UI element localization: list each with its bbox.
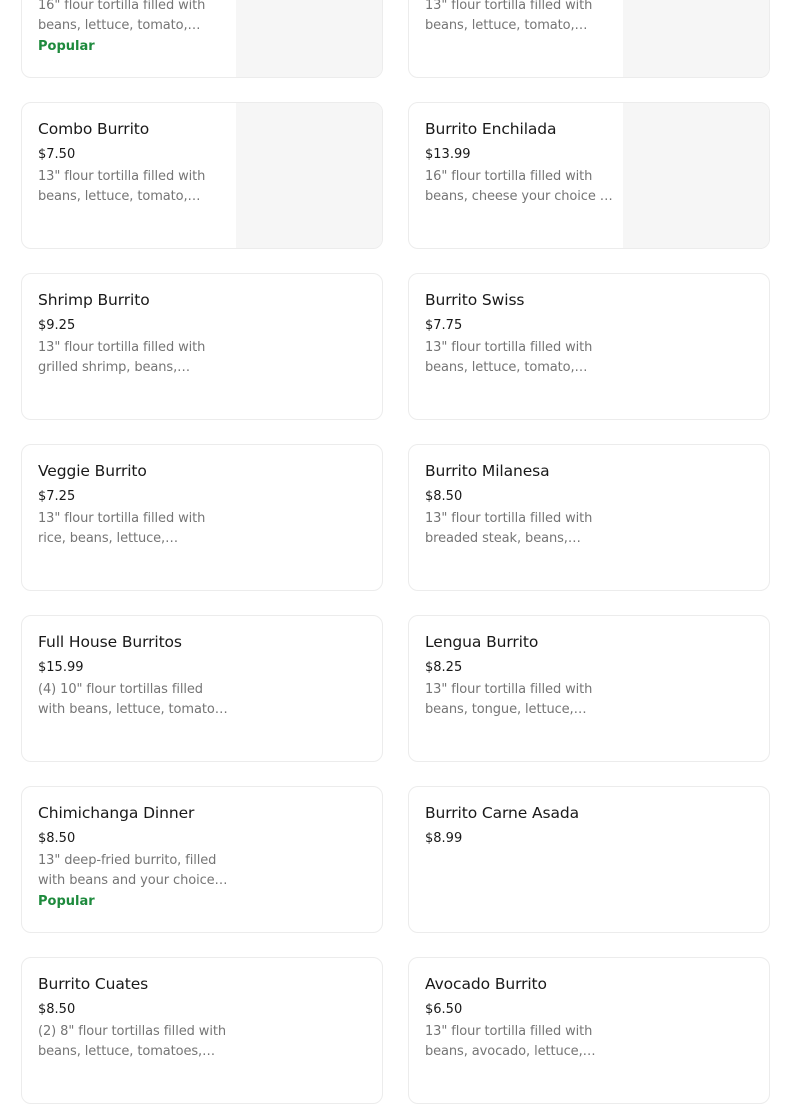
menu-item-description: 13" flour tortilla filled with beans, tongue, lettuce, (425, 682, 593, 717)
menu-item-price: $8.50 (425, 489, 463, 504)
menu-item-card[interactable] (408, 957, 770, 1104)
menu-item-description: 13" flour tortilla filled with grilled shrimp, beans, (38, 340, 206, 375)
menu-item-title: Chimichanga Dinner (38, 804, 195, 822)
menu-item-card[interactable] (21, 615, 383, 762)
menu-item-description: 13" flour tortilla filled with beans, lettuce, tomato, (38, 169, 206, 204)
menu-item-image (623, 0, 769, 77)
menu-item-description: (4) 10" flour tortillas filled with beans, lettuce, tomato, (38, 682, 219, 717)
menu-item-title: Lengua Burrito (425, 633, 539, 651)
menu-item-card[interactable] (408, 102, 770, 249)
menu-item-title: Burrito Enchilada (425, 120, 557, 138)
menu-item-card[interactable] (21, 273, 383, 420)
menu-item-title: Combo Burrito (38, 120, 150, 138)
menu-item-price: $7.75 (425, 318, 463, 333)
menu-item-card[interactable] (21, 102, 383, 249)
menu-item-image (236, 103, 382, 248)
menu-item-title: Burrito Milanesa (425, 462, 550, 480)
menu-item-price: $8.50 (38, 831, 76, 846)
menu-item-card[interactable] (408, 0, 770, 78)
menu-item-title: Burrito Carne Asada (425, 804, 580, 822)
menu-item-price: $15.99 (38, 660, 84, 675)
menu-item-description: 13" deep-fried burrito, filled with beans and your choice (38, 853, 217, 888)
menu-item-image (236, 0, 382, 77)
menu-item-title: Veggie Burrito (38, 462, 147, 480)
popular-badge: Popular (38, 894, 95, 909)
menu-item-card[interactable] (21, 0, 383, 78)
menu-item-title: Burrito Swiss (425, 291, 525, 309)
menu-item-price: $7.25 (38, 489, 76, 504)
menu-item-description: 16" flour tortilla filled with beans, cheese your choice of (425, 169, 613, 204)
menu-item-card[interactable] (21, 957, 383, 1104)
menu-item-card[interactable] (408, 273, 770, 420)
menu-item-price: $8.25 (425, 660, 463, 675)
menu-item-price: $9.25 (38, 318, 76, 333)
menu-item-price: $13.99 (425, 147, 471, 162)
menu-item-title: Full House Burritos (38, 633, 182, 651)
menu-item-image (623, 103, 769, 248)
popular-badge: Popular (38, 39, 95, 54)
menu-item-card[interactable] (408, 444, 770, 591)
menu-item-description: 13" flour tortilla filled with beans, avocado, lettuce, (425, 1024, 593, 1059)
menu-item-card[interactable] (408, 615, 770, 762)
menu-item-price: $7.50 (38, 147, 76, 162)
menu-item-description: 13" flour tortilla filled with beans, lettuce, tomato, (425, 340, 593, 375)
menu-item-title: Shrimp Burrito (38, 291, 150, 309)
menu-item-description: 13" flour tortilla filled with breaded steak, beans, (425, 511, 593, 546)
menu-item-title: Burrito Cuates (38, 975, 149, 993)
menu-item-title: Avocado Burrito (425, 975, 547, 993)
menu-item-price: $8.50 (38, 1002, 76, 1017)
menu-item-description: (2) 8" flour tortillas filled with beans, lettuce, tomatoes, (38, 1024, 226, 1059)
menu-item-description: 13" flour tortilla filled with rice, beans, lettuce, (38, 511, 206, 546)
menu-item-card[interactable] (21, 444, 383, 591)
menu-item-description: 13" flour tortilla filled with beans, lettuce, tomato, (425, 0, 593, 33)
menu-item-price: $8.99 (425, 831, 463, 846)
menu-item-card[interactable] (408, 786, 770, 933)
menu-item-card[interactable] (21, 786, 383, 933)
menu-item-description: 16" flour tortilla filled with beans, lettuce, tomato, (38, 0, 206, 33)
menu-item-price: $6.50 (425, 1002, 463, 1017)
